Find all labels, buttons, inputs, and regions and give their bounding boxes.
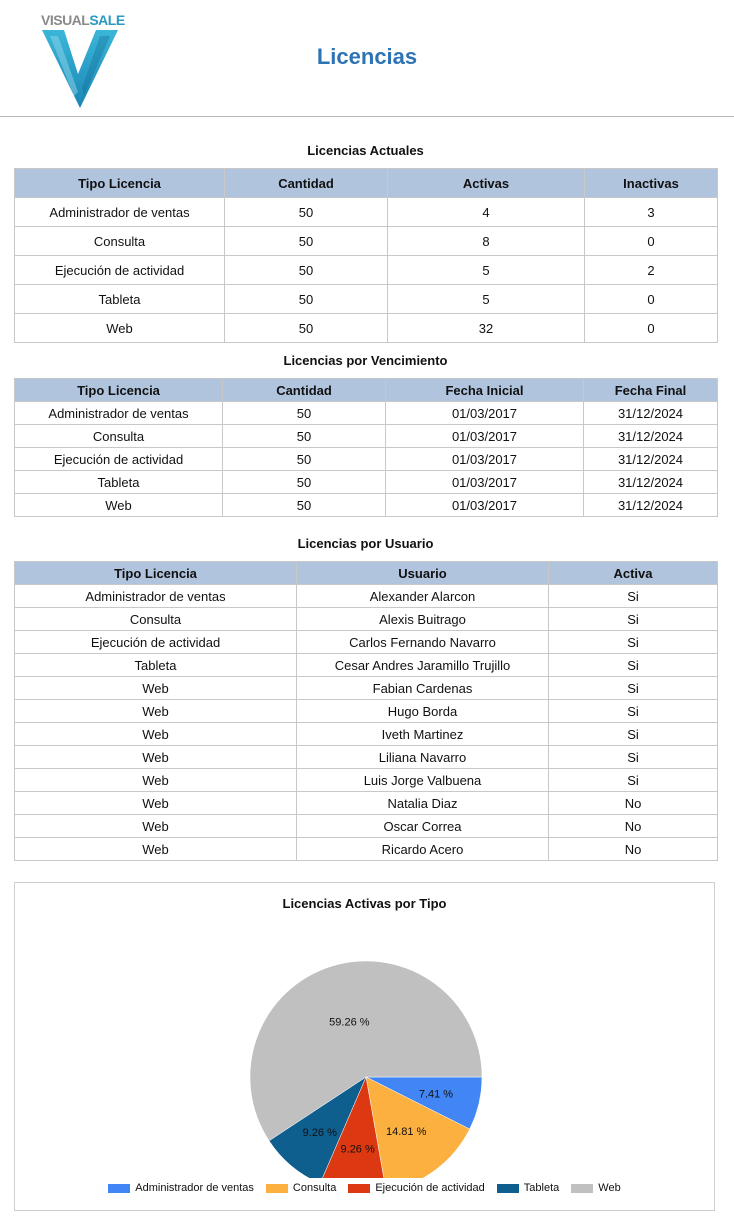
cell: 31/12/2024 [584, 402, 718, 425]
table-row [15, 631, 718, 654]
header-fecha-inicial: Fecha Inicial [386, 379, 584, 402]
table-row [15, 314, 718, 343]
cell: No [549, 838, 718, 861]
legend-swatch [571, 1184, 593, 1193]
cell: 31/12/2024 [584, 471, 718, 494]
cell: Si [549, 585, 718, 608]
cell: Ricardo Acero [297, 838, 549, 861]
table-row [15, 654, 718, 677]
table-row [15, 815, 718, 838]
header-activa: Activa [549, 562, 718, 585]
legend-item-consulta [266, 1182, 336, 1194]
table-row [15, 792, 718, 815]
table-row [15, 746, 718, 769]
table-row [15, 769, 718, 792]
header-cantidad: Cantidad [223, 379, 386, 402]
legend-swatch [108, 1184, 130, 1193]
cell: Web [15, 677, 297, 700]
cell: Tableta [15, 285, 225, 314]
cell: 5 [388, 285, 585, 314]
pie-chart [15, 883, 714, 1178]
legend-swatch [348, 1184, 370, 1193]
table-row [15, 723, 718, 746]
table-row [15, 700, 718, 723]
table-row [15, 448, 718, 471]
cell: 01/03/2017 [386, 471, 584, 494]
cell: Oscar Correa [297, 815, 549, 838]
cell: 0 [585, 227, 718, 256]
cell: 01/03/2017 [386, 425, 584, 448]
cell: 50 [223, 448, 386, 471]
header-fecha-final: Fecha Final [584, 379, 718, 402]
cell: 32 [388, 314, 585, 343]
pie-label-web: 59.26 % [329, 1016, 370, 1029]
cell: Consulta [15, 425, 223, 448]
cell: Si [549, 700, 718, 723]
table-row [15, 838, 718, 861]
cell: Fabian Cardenas [297, 677, 549, 700]
cell: Administrador de ventas [15, 585, 297, 608]
cell: Web [15, 769, 297, 792]
cell: Alexander Alarcon [297, 585, 549, 608]
legend-label: Consulta [292, 1182, 337, 1194]
legend-label: Ejecución de actividad [375, 1182, 485, 1194]
pie-label-ejecucion-de-actividad: 9.26 % [340, 1143, 375, 1156]
page-title: Licencias [316, 44, 418, 69]
chart-container [14, 882, 715, 1211]
cell: Web [15, 494, 223, 517]
cell: Si [549, 746, 718, 769]
cell: Si [549, 677, 718, 700]
cell: Web [15, 723, 297, 746]
table-row [15, 494, 718, 517]
cell: 50 [223, 425, 386, 448]
cell: 50 [223, 402, 386, 425]
cell: Carlos Fernando Navarro [297, 631, 549, 654]
legend-label: Web [598, 1182, 621, 1194]
cell: Web [15, 314, 225, 343]
header-inactivas: Inactivas [585, 169, 718, 198]
table-row [15, 425, 718, 448]
chart-legend [15, 1182, 714, 1194]
table-row [15, 285, 718, 314]
legend-label: Tableta [523, 1182, 560, 1194]
cell: 50 [225, 256, 388, 285]
cell: Si [549, 631, 718, 654]
cell: Consulta [15, 608, 297, 631]
cell: Administrador de ventas [15, 402, 223, 425]
cell: 0 [585, 285, 718, 314]
header-cantidad: Cantidad [225, 169, 388, 198]
pie-label-administrador-de-ventas: 7.41 % [418, 1088, 454, 1101]
licencias-actuales-title: Licencias Actuales [307, 143, 424, 158]
cell: 50 [225, 285, 388, 314]
cell: 50 [225, 198, 388, 227]
chart-title: Licencias Activas por Tipo [282, 896, 447, 911]
cell: Web [15, 700, 297, 723]
legend-swatch [497, 1184, 519, 1193]
legend-label: Administrador de ventas [135, 1182, 254, 1194]
cell: 3 [585, 198, 718, 227]
legend-item-web [571, 1182, 620, 1194]
cell: Ejecución de actividad [15, 256, 225, 285]
licencias-vencimiento-title: Licencias por Vencimiento [283, 353, 448, 368]
cell: 50 [225, 227, 388, 256]
cell: 31/12/2024 [584, 494, 718, 517]
cell: Ejecución de actividad [15, 448, 223, 471]
cell: 50 [225, 314, 388, 343]
table-row [15, 198, 718, 227]
cell: 4 [388, 198, 585, 227]
cell: Iveth Martinez [297, 723, 549, 746]
header-activas: Activas [388, 169, 585, 198]
cell: 31/12/2024 [584, 448, 718, 471]
table-row [15, 585, 718, 608]
table-row [15, 677, 718, 700]
licencias-usuario-title: Licencias por Usuario [297, 536, 434, 551]
cell: Luis Jorge Valbuena [297, 769, 549, 792]
table-header-row [15, 562, 718, 585]
header-tipo-licencia: Tipo Licencia [15, 169, 225, 198]
cell: 01/03/2017 [386, 448, 584, 471]
cell: Si [549, 654, 718, 677]
header-usuario: Usuario [297, 562, 549, 585]
cell: 50 [223, 471, 386, 494]
header-tipo-licencia: Tipo Licencia [15, 379, 223, 402]
cell: 8 [388, 227, 585, 256]
cell: Tableta [15, 654, 297, 677]
legend-item-administrador-de-ventas [108, 1182, 254, 1194]
licencias-actuales-table [14, 168, 718, 343]
table-row [15, 227, 718, 256]
legend-item-ejecucion-de-actividad [348, 1182, 484, 1194]
page-header [0, 0, 734, 117]
pie-label-tableta: 9.26 % [302, 1127, 337, 1140]
cell: 0 [585, 314, 718, 343]
cell: Web [15, 792, 297, 815]
cell: Hugo Borda [297, 700, 549, 723]
cell: Web [15, 838, 297, 861]
logo-text: VISUALSALE [41, 12, 125, 28]
cell: 31/12/2024 [584, 425, 718, 448]
cell: Web [15, 746, 297, 769]
table-row [15, 471, 718, 494]
cell: Cesar Andres Jaramillo Trujillo [297, 654, 549, 677]
cell: Si [549, 723, 718, 746]
cell: 01/03/2017 [386, 402, 584, 425]
cell: 5 [388, 256, 585, 285]
cell: 01/03/2017 [386, 494, 584, 517]
cell: Ejecución de actividad [15, 631, 297, 654]
cell: Si [549, 769, 718, 792]
cell: Natalia Diaz [297, 792, 549, 815]
table-row [15, 608, 718, 631]
pie-label-consulta: 14.81 % [385, 1125, 427, 1138]
header-tipo-licencia: Tipo Licencia [15, 562, 297, 585]
legend-item-tableta [497, 1182, 559, 1194]
cell: Alexis Buitrago [297, 608, 549, 631]
cell: No [549, 792, 718, 815]
licencias-usuario-table [14, 561, 718, 861]
cell: 50 [223, 494, 386, 517]
cell: Consulta [15, 227, 225, 256]
licencias-vencimiento-table [14, 378, 718, 517]
table-row [15, 256, 718, 285]
legend-swatch [266, 1184, 288, 1193]
cell: Liliana Navarro [297, 746, 549, 769]
cell: Si [549, 608, 718, 631]
table-header-row [15, 379, 718, 402]
cell: Tableta [15, 471, 223, 494]
cell: Administrador de ventas [15, 198, 225, 227]
table-row [15, 402, 718, 425]
table-header-row [15, 169, 718, 198]
cell: 2 [585, 256, 718, 285]
cell: Web [15, 815, 297, 838]
cell: No [549, 815, 718, 838]
